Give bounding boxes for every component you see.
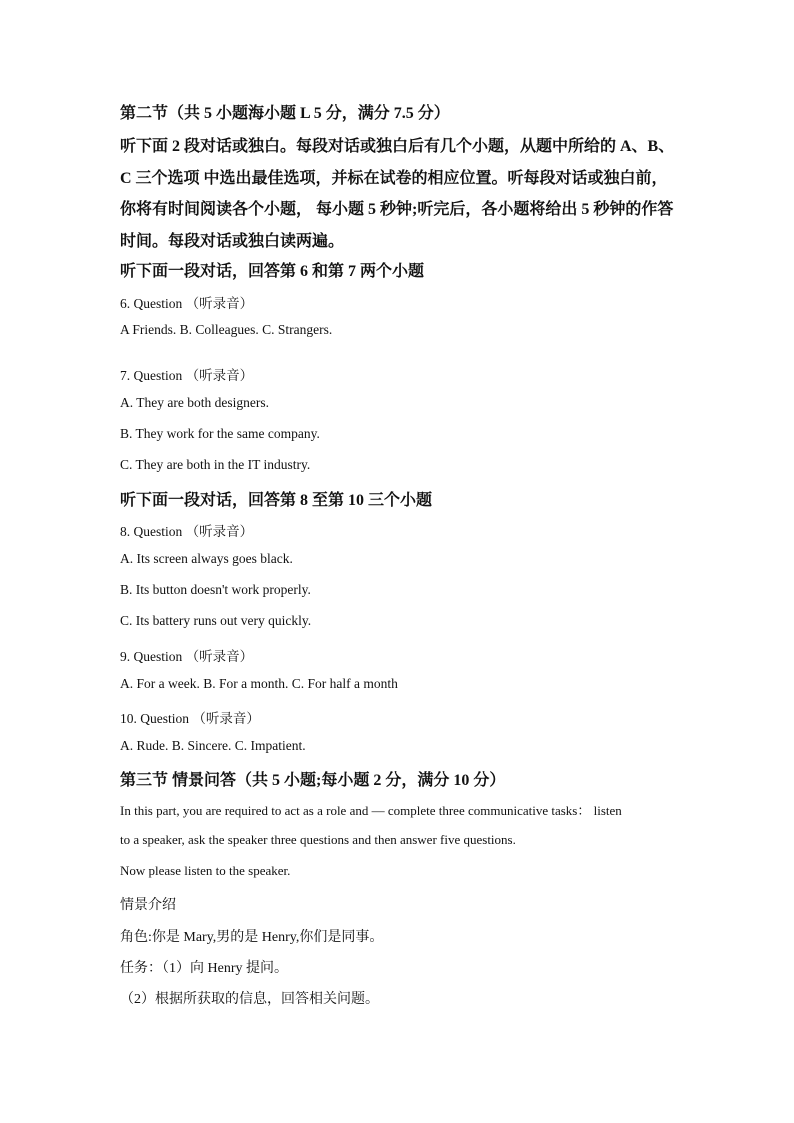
q7-question: 7. Question （听录音） bbox=[120, 368, 254, 383]
roles: 角色:你是 Mary,男的是 Henry,你们是同事。 bbox=[120, 930, 384, 945]
section3-intro-line-2: to a speaker, ask the speaker three questions and then answer five questions. bbox=[120, 832, 516, 847]
instruction-line-1: 听下面 2 段对话或独白。每段对话或独白后有几个小题，从题中所给的 A、B、 bbox=[120, 138, 675, 155]
section3-intro-line-1: In this part, you are required to act as a role and — complete three communicative tasks： listen bbox=[120, 803, 622, 818]
scene-title: 情景介绍 bbox=[120, 898, 176, 913]
instruction-line-2: C 三个选项 中选出最佳选项，并标在试卷的相应位置。听每段对话或独白前， bbox=[120, 170, 668, 187]
q8-option-a: A. Its screen always goes black. bbox=[120, 551, 293, 566]
section3-intro-line-3: Now please listen to the speaker. bbox=[120, 863, 291, 878]
dialogue2-heading: 听下面一段对话，回答第 8 至第 10 三个小题 bbox=[120, 492, 433, 509]
q8-option-b: B. Its button doesn't work properly. bbox=[120, 582, 311, 597]
q9-options: A. For a week. B. For a month. C. For half a month bbox=[120, 676, 398, 691]
task-2: （2）根据所获取的信息，回答相关问题。 bbox=[120, 992, 379, 1007]
task-1: 任务：（1）向 Henry 提问。 bbox=[120, 961, 288, 976]
q8-question: 8. Question （听录音） bbox=[120, 524, 254, 539]
q7-option-b: B. They work for the same company. bbox=[120, 426, 320, 441]
q8-option-c: C. Its battery runs out very quickly. bbox=[120, 613, 312, 628]
q6-question: 6. Question （听录音） bbox=[120, 296, 254, 311]
section2-title: 第二节（共 5 小题海小题 L 5 分，满分 7.5 分） bbox=[120, 105, 450, 122]
q7-option-a: A. They are both designers. bbox=[120, 395, 269, 410]
q6-options: A Friends. B. Colleagues. C. Strangers. bbox=[120, 322, 333, 337]
section3-title: 第三节 情景问答（共 5 小题;每小题 2 分，满分 10 分） bbox=[120, 772, 506, 789]
instruction-line-3: 你将有时间阅读各个小题， 每小题 5 秒钟;听完后，各小题将给出 5 秒钟的作答 bbox=[120, 201, 674, 218]
q10-options: A. Rude. B. Sincere. C. Impatient. bbox=[120, 738, 306, 753]
q10-question: 10. Question （听录音） bbox=[120, 711, 260, 726]
q7-option-c: C. They are both in the IT industry. bbox=[120, 457, 311, 472]
instruction-line-4: 时间。每段对话或独白读两遍。 bbox=[120, 233, 345, 250]
q9-question: 9. Question （听录音） bbox=[120, 649, 254, 664]
dialogue1-heading: 听下面一段对话，回答第 6 和第 7 两个小题 bbox=[120, 263, 425, 280]
